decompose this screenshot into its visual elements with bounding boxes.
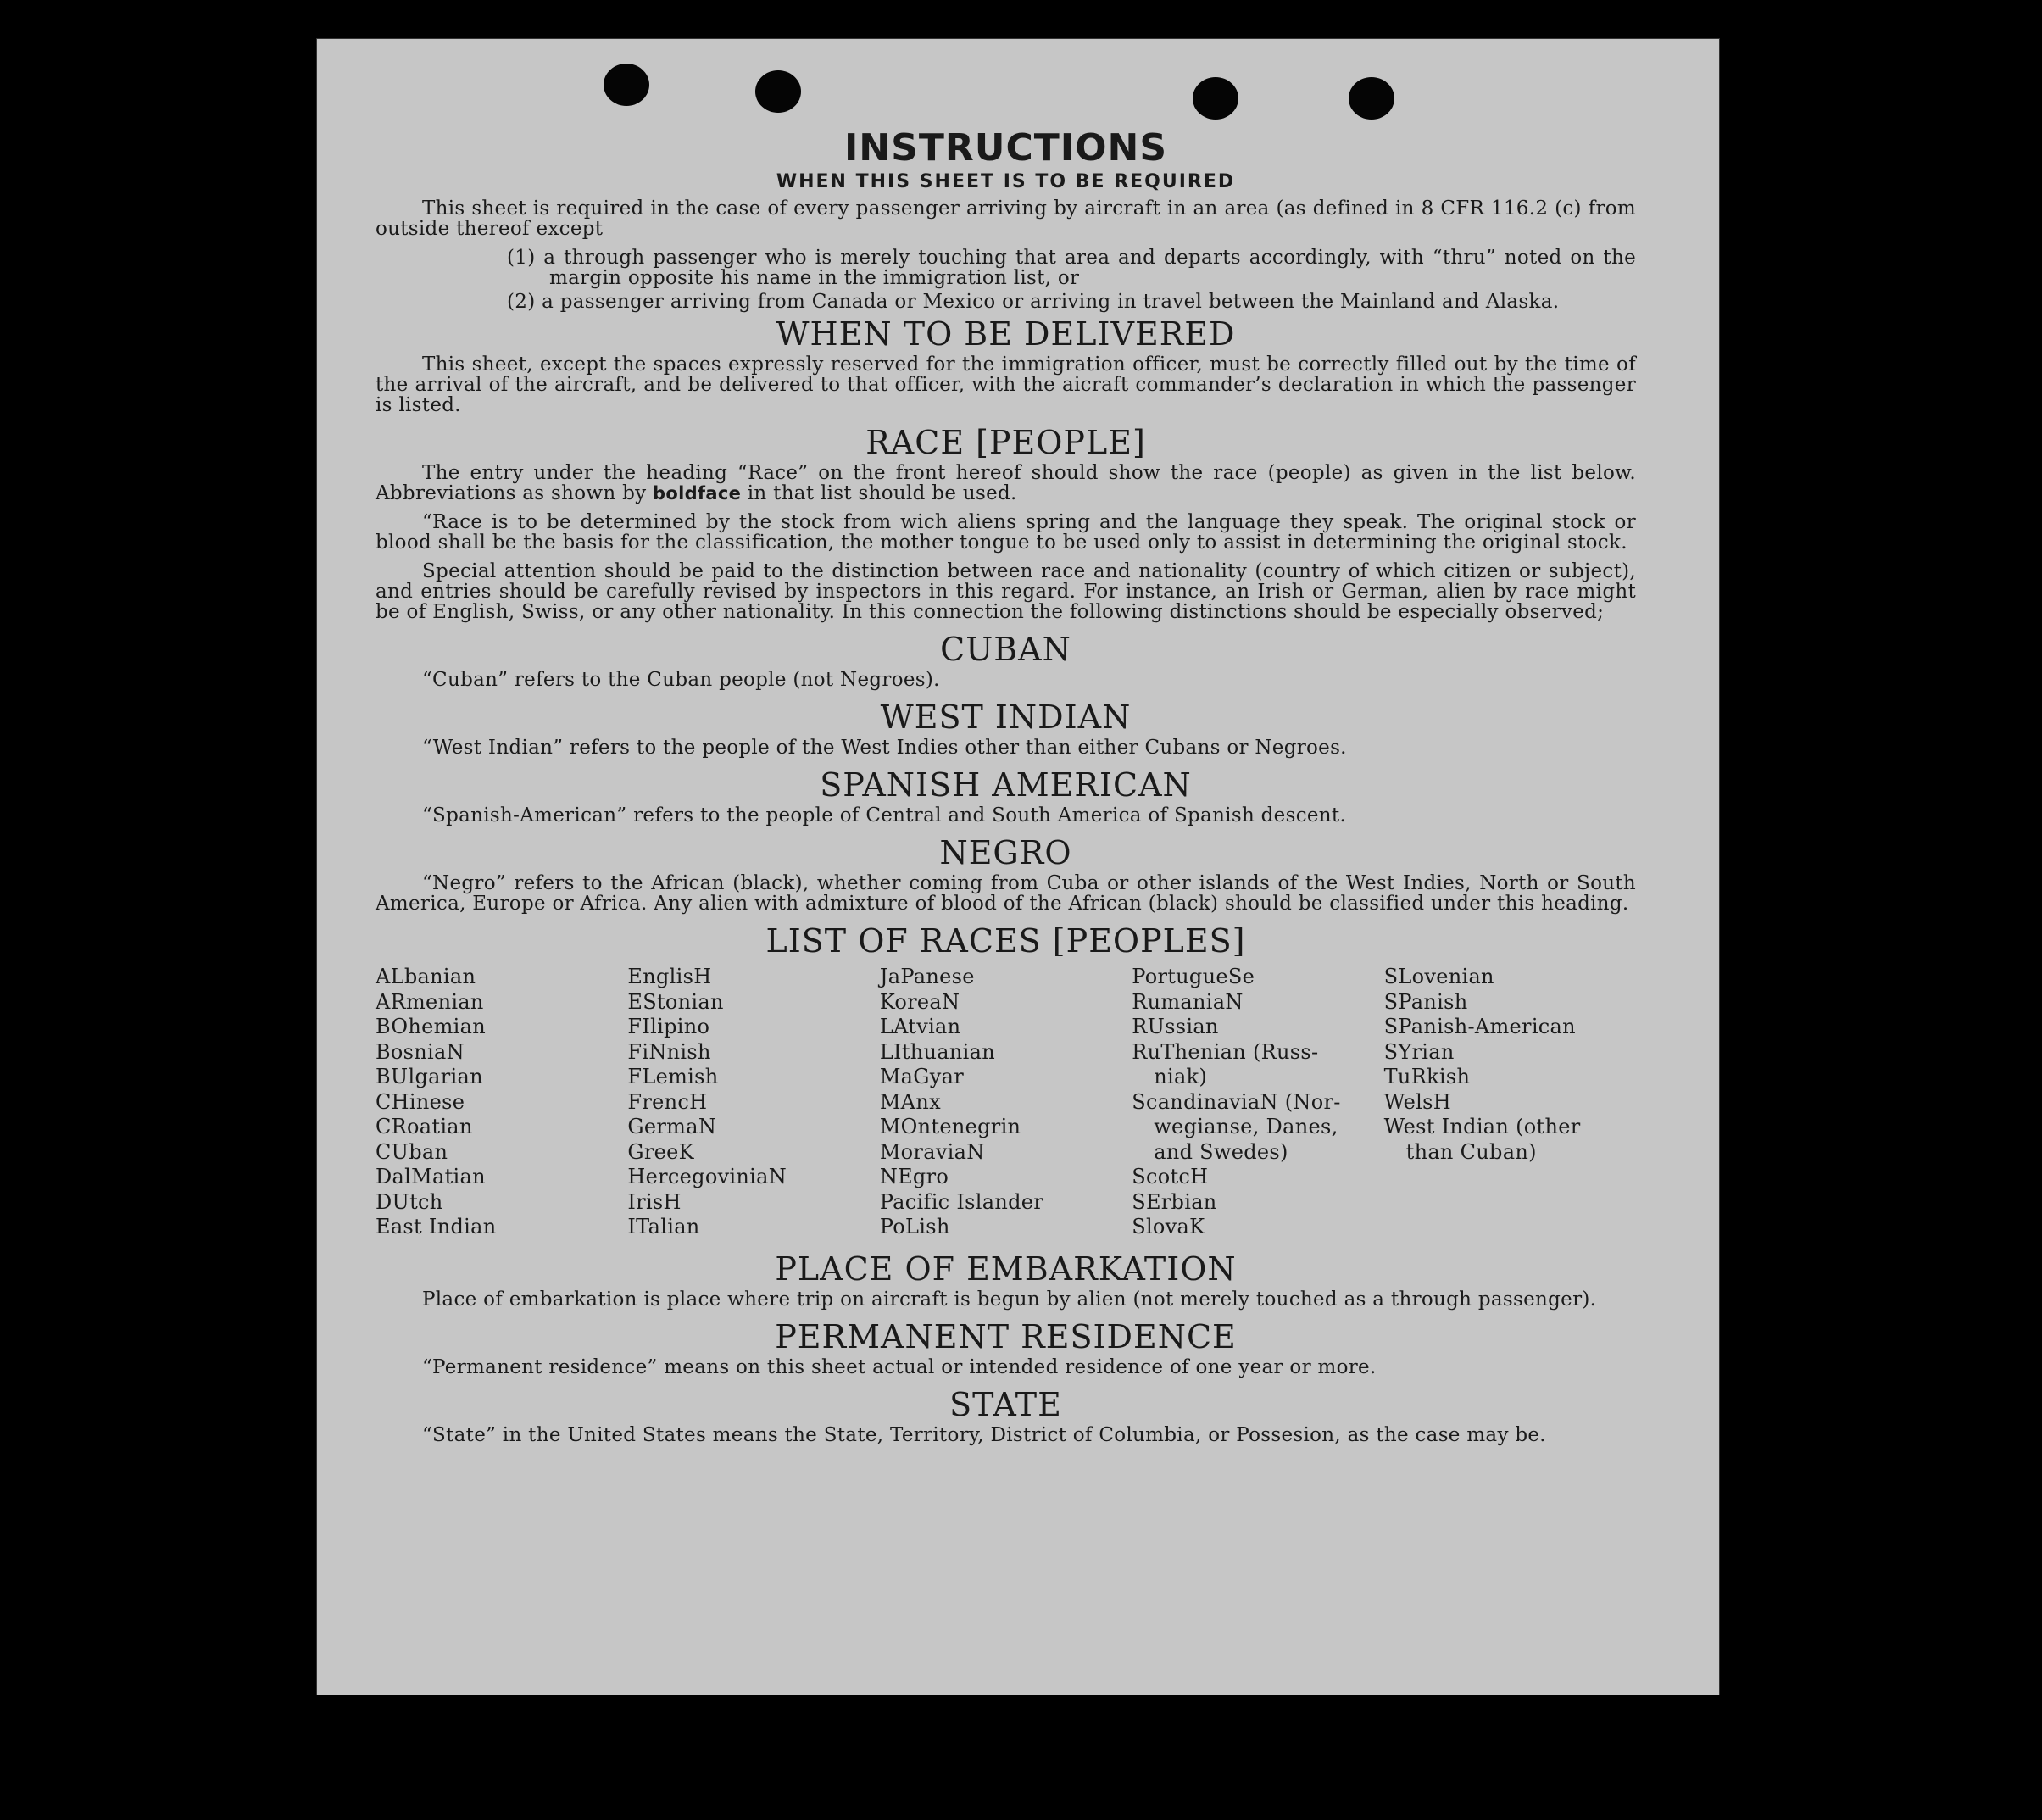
race-entry: SLovenian	[1383, 965, 1494, 988]
race-entry: MAnx	[879, 1089, 941, 1114]
race-column-5	[1384, 965, 1636, 1240]
race-entry-continuation: wegianse, Danes,	[1154, 1115, 1338, 1138]
negro-text: “Negro” refers to the African (black), whether coming from Cuba or other islands of the West Indies, North or South America, Europe or Africa. Any alien with admixture of blood of the African (black) should be classified under this heading.	[376, 872, 1636, 915]
race-entry-continuation: niak)	[1154, 1065, 1208, 1088]
race-entry: LIthuanian	[879, 1039, 995, 1064]
race-entry: MaGyar	[879, 1065, 965, 1088]
race-column-1	[376, 965, 627, 1240]
section-heading-state: STATE	[949, 1385, 1062, 1423]
section-heading-negro: NEGRO	[939, 834, 1072, 871]
race-entry: FLemish	[627, 1065, 719, 1088]
race-column-2	[627, 965, 879, 1240]
punch-hole	[755, 70, 801, 113]
race-list	[376, 965, 1636, 1240]
race-entry: SPanish	[1383, 989, 1468, 1014]
race-entry: Pacific Islander	[879, 1189, 1044, 1214]
race-entry: PortugueSe	[1132, 965, 1255, 988]
section-heading-permanent-residence: PERMANENT RESIDENCE	[775, 1317, 1237, 1355]
section-heading-list-of-races: LIST OF RACES [PEOPLES]	[765, 922, 1246, 960]
race-entry: DalMatian	[376, 1165, 486, 1188]
race-p1-text: The entry under the heading “Race” on the front hereof should show the race (people) as given in the list below. Abbreviations as shown by	[376, 462, 1636, 504]
race-entry: FiNnish	[627, 1039, 711, 1064]
race-entry: ITalian	[627, 1215, 700, 1238]
race-entry: PoLish	[879, 1215, 950, 1238]
race-entry: CHinese	[376, 1089, 465, 1114]
race-paragraph-2: “Race is to be determined by the stock from wich aliens spring and the language they speak. The original stock or blood shall be the basis for the classification, the mother tongue to be used only to assist in determining the original stock.	[376, 511, 1636, 554]
race-entry: LAtvian	[879, 1015, 961, 1038]
race-entry: GermaN	[627, 1115, 717, 1138]
race-entry: SYrian	[1383, 1039, 1455, 1064]
section-heading-delivered: WHEN TO BE DELIVERED	[776, 315, 1236, 353]
race-entry: DUtch	[376, 1189, 443, 1214]
required-intro: This sheet is required in the case of every passenger arriving by aircraft in an area (as defined in 8 CFR 116.2 (c) from outside thereof except	[376, 198, 1636, 240]
state-text: “State” in the United States means the State, Territory, District of Columbia, or Possesion, as the case may be.	[422, 1423, 1546, 1446]
race-paragraph-1	[376, 463, 1636, 504]
race-entry: ScandinaviaN (Nor-	[1132, 1089, 1341, 1114]
race-entry: BosniaN	[376, 1039, 465, 1064]
race-entry: CUban	[376, 1139, 448, 1164]
race-entry: JaPanese	[879, 965, 975, 988]
required-item-2: (2) a passenger arriving from Canada or Mexico or arriving in travel between the Mainland and Alaska.	[507, 291, 1560, 313]
punch-hole	[1193, 77, 1238, 120]
document-sheet	[316, 38, 1720, 1695]
punch-hole	[1349, 77, 1394, 120]
race-entry: MOntenegrin	[879, 1115, 1021, 1138]
race-entry: RumaniaN	[1132, 989, 1244, 1014]
race-entry: GreeK	[627, 1139, 694, 1164]
race-column-3	[880, 965, 1132, 1240]
section-heading-spanish-american: SPANISH AMERICAN	[820, 766, 1192, 804]
race-entry: ScotcH	[1132, 1165, 1209, 1188]
section-heading-west-indian: WEST INDIAN	[880, 699, 1132, 736]
page-title: INSTRUCTIONS	[843, 126, 1168, 170]
race-entry: NEgro	[879, 1165, 949, 1188]
race-entry: BOhemian	[376, 1015, 487, 1038]
race-entry-continuation: and Swedes)	[1154, 1139, 1288, 1164]
section-heading-race: RACE [PEOPLE]	[865, 424, 1146, 461]
race-entry: RUssian	[1132, 1015, 1219, 1038]
spanish-american-text: “Spanish-American” refers to the people of Central and South America of Spanish descent.	[422, 804, 1347, 827]
race-entry: RuThenian (Russ-	[1132, 1039, 1319, 1064]
race-entry: SlovaK	[1132, 1215, 1205, 1238]
race-entry: BUlgarian	[376, 1065, 483, 1088]
race-column-4	[1132, 965, 1383, 1240]
page-subtitle: WHEN THIS SHEET IS TO BE REQUIRED	[776, 171, 1236, 192]
race-entry: KoreaN	[879, 989, 960, 1014]
race-paragraph-3: Special attention should be paid to the distinction between race and nationality (country of which citizen or subject), and entries should be carefully revised by inspectors in this regard. For instance, an Irish or German, alien by race might be of English, Swiss, or any other nationality. In this connection the following distinctions should be especially observed;	[376, 560, 1636, 623]
race-entry: ALbanian	[376, 965, 476, 988]
race-entry: SPanish-American	[1383, 1015, 1576, 1038]
punch-hole	[604, 64, 649, 106]
race-entry: EnglisH	[627, 965, 712, 988]
race-entry: WelsH	[1383, 1089, 1451, 1114]
race-entry: HercegoviniaN	[627, 1165, 787, 1188]
cuban-text: “Cuban” refers to the Cuban people (not Negroes).	[422, 669, 940, 691]
race-entry: EStonian	[627, 989, 724, 1014]
residence-text: “Permanent residence” means on this sheet actual or intended residence of one year or more.	[422, 1355, 1377, 1378]
race-entry: IrisH	[627, 1189, 682, 1214]
race-entry: FrencH	[627, 1089, 708, 1114]
race-entry: SErbian	[1132, 1189, 1217, 1214]
race-entry: ARmenian	[376, 989, 484, 1014]
race-entry: West Indian (other	[1383, 1115, 1581, 1138]
boldface-label: boldface	[653, 483, 742, 504]
race-entry: MoraviaN	[879, 1139, 985, 1164]
race-entry: CRoatian	[376, 1115, 473, 1138]
race-entry: TuRkish	[1383, 1065, 1471, 1088]
section-heading-embarkation: PLACE OF EMBARKATION	[775, 1250, 1237, 1288]
race-entry-continuation: than Cuban)	[1405, 1139, 1537, 1164]
embarkation-text: Place of embarkation is place where trip on aircraft is begun by alien (not merely touched as a through passenger).	[422, 1288, 1597, 1311]
west-indian-text: “West Indian” refers to the people of the West Indies other than either Cubans or Negroes.	[422, 737, 1347, 759]
section-heading-cuban: CUBAN	[940, 631, 1071, 668]
race-p1-text-end: in that list should be used.	[747, 482, 1017, 504]
race-entry: East Indian	[376, 1215, 497, 1238]
instructions-content	[376, 127, 1636, 1454]
delivered-text: This sheet, except the spaces expressly reserved for the immigration officer, must be correctly filled out by the time of the arrival of the aircraft, and be delivered to that officer, with the aicraft commander’s declaration in which the passenger is listed.	[376, 353, 1636, 416]
required-item-1: (1) a through passenger who is merely touching that area and departs accordingly, with “thru” noted on the margin opposite his name in the immigration list, or	[507, 247, 1636, 289]
race-entry: FIlipino	[627, 1015, 710, 1038]
